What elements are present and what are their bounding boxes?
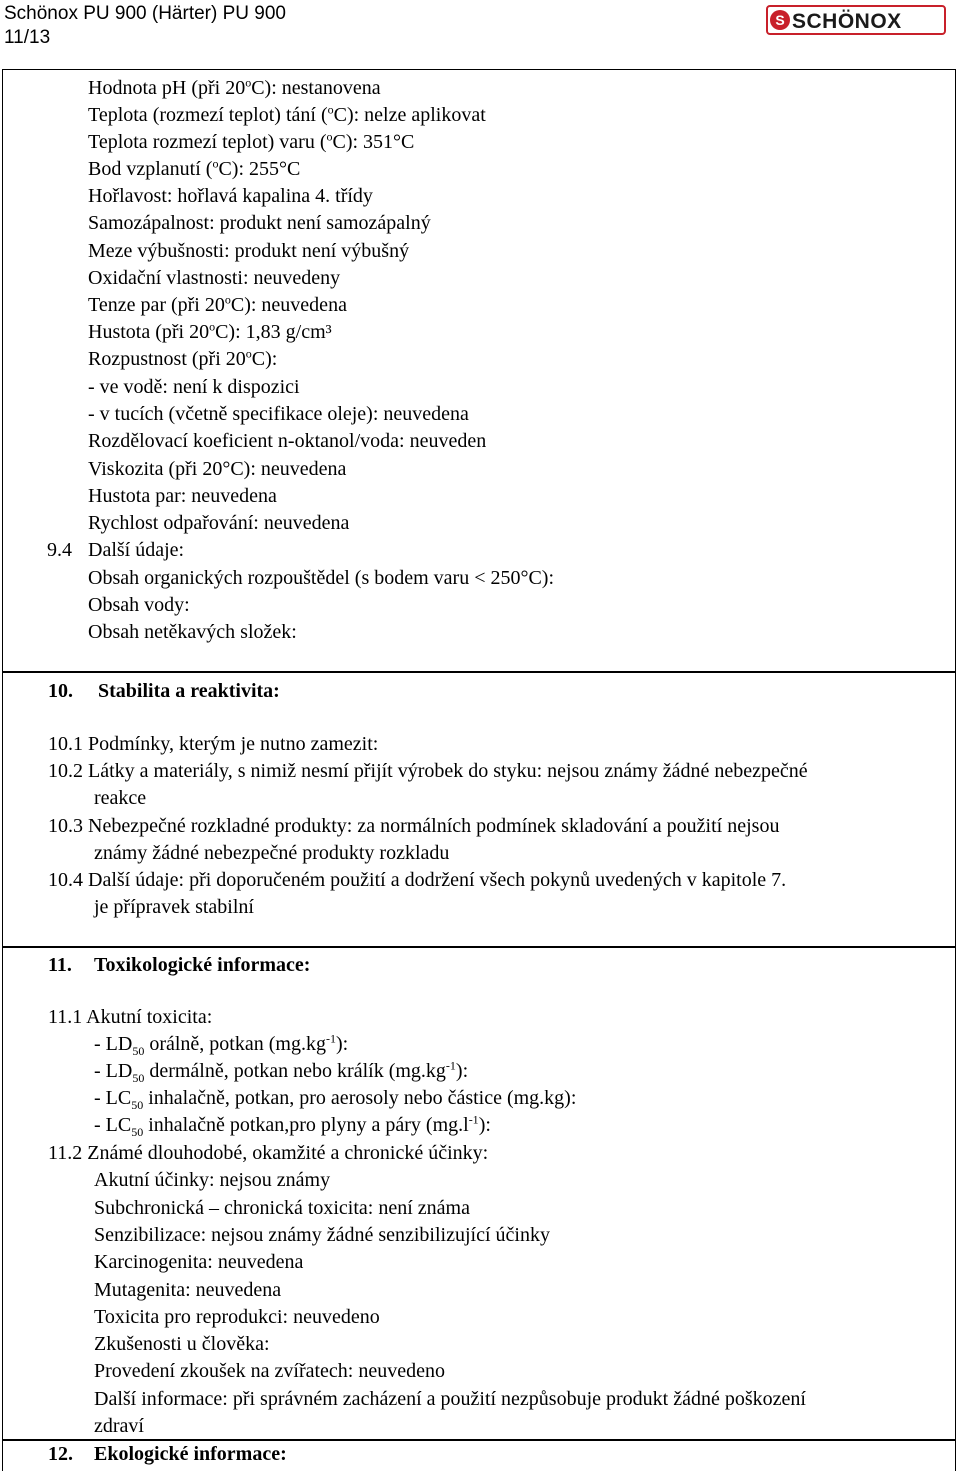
flammability-line: Hořlavost: hořlavá kapalina 4. třídy	[88, 185, 373, 207]
viscosity-line: Viskozita (při 20°C): neuvedena	[88, 458, 347, 480]
document-title: Schönox PU 900 (Härter) PU 900	[4, 3, 286, 24]
self-ignition-line: Samozápalnost: produkt není samozápalný	[88, 212, 431, 234]
subchronic-line: Subchronická – chronická toxicita: není známa	[94, 1197, 470, 1219]
s10-2-cont: reakce	[94, 787, 147, 809]
lc50-gas-line: - $LC_{50}$ inhalačně potkan,pro plyny a páry $(mg.l^{-1})$:	[94, 1112, 491, 1139]
section-12-box	[2, 1439, 956, 1471]
water-solubility-line: - ve vodě: není k dispozici	[88, 376, 300, 398]
section-10-box	[2, 671, 956, 948]
s11-2-line: 11.2 Známé dlouhodobé, okamžité a chronické účinky:	[48, 1142, 489, 1164]
section-12-heading: Ekologické informace:	[94, 1443, 287, 1465]
solubility-line: Rozpustnost (při 20$^o$C):	[88, 346, 278, 370]
section-11-number: 11.	[48, 954, 72, 976]
oxidizing-line: Oxidační vlastnosti: neuvedeny	[88, 267, 341, 289]
melting-line: Teplota (rozmezí teplot) tání ($^o$C): nelze aplikovat	[88, 102, 486, 126]
other-info-cont: zdraví	[94, 1415, 144, 1437]
s10-4-cont: je přípravek stabilní	[94, 896, 254, 918]
section-10-heading: Stabilita a reaktivita:	[98, 680, 280, 702]
carcinogenicity-line: Karcinogenita: neuvedena	[94, 1251, 304, 1273]
section-9-4-title: Další údaje:	[88, 539, 185, 561]
organic-solvents-line: Obsah organických rozpouštědel (s bodem varu < 250°C):	[88, 567, 555, 589]
flash-point-line: Bod vzplanutí ($^o$C): 255°C	[88, 156, 301, 180]
ld50-dermal-line: - $LD_{50}$ dermálně, potkan nebo králík $(mg.kg^{-1})$:	[94, 1058, 469, 1085]
evaporation-line: Rychlost odpařování: neuvedena	[88, 512, 350, 534]
s10-3-line: 10.3 Nebezpečné rozkladné produkty: za normálních podmínek skladování a použití nejsou	[48, 815, 780, 837]
ph-line: Hodnota pH (při 20$^o$C): nestanovena	[88, 75, 381, 99]
section-9-4-number: 9.4	[47, 539, 72, 561]
s10-3-cont: známy žádné nebezpečné produkty rozkladu	[94, 842, 450, 864]
section-11-box	[2, 946, 956, 1441]
fat-solubility-line: - v tucích (včetně specifikace oleje): neuvedena	[88, 403, 469, 425]
s10-4-line: 10.4 Další údaje: při doporučeném použití a dodržení všech pokynů uvedených v kapitole 7.	[48, 869, 787, 891]
section-9-box	[2, 69, 956, 673]
section-11-heading: Toxikologické informace:	[94, 954, 311, 976]
partition-line: Rozdělovací koeficient n-oktanol/voda: neuveden	[88, 430, 487, 452]
acute-effects-line: Akutní účinky: nejsou známy	[94, 1169, 331, 1191]
lc50-aerosol-line: - $LC_{50}$ inhalačně, potkan, pro aerosoly nebo částice (mg.kg):	[94, 1087, 577, 1112]
section-12-number: 12.	[48, 1443, 73, 1465]
page-number: 11/13	[4, 27, 51, 48]
water-content-line: Obsah vody:	[88, 594, 190, 616]
svg-text:S: S	[775, 12, 785, 28]
density-line: Hustota (při 20$^o$C): 1,83 g/cm³	[88, 319, 332, 343]
vapor-pressure-line: Tenze par (při 20$^o$C): neuvedena	[88, 292, 347, 316]
vapor-density-line: Hustota par: neuvedena	[88, 485, 277, 507]
boiling-line: Teplota rozmezí teplot) varu ($^o$C): 351°C	[88, 129, 415, 153]
human-experience-line: Zkušenosti u člověka:	[94, 1333, 270, 1355]
s11-1-line: 11.1 Akutní toxicita:	[48, 1006, 213, 1028]
schonox-logo	[766, 4, 948, 36]
other-info-line: Další informace: při správném zacházení a použití nezpůsobuje produkt žádné poškození	[94, 1388, 806, 1410]
mutagenicity-line: Mutagenita: neuvedena	[94, 1279, 282, 1301]
non-volatile-line: Obsah netěkavých složek:	[88, 621, 297, 643]
sensitization-line: Senzibilizace: nejsou známy žádné senzibilizující účinky	[94, 1224, 550, 1246]
s10-1-line: 10.1 Podmínky, kterým je nutno zamezit:	[48, 733, 379, 755]
logo-text: SCHÖNOX	[792, 10, 902, 33]
ld50-oral-line: - $LD_{50}$ orálně, potkan $(mg.kg^{-1})$:	[94, 1031, 349, 1058]
explosive-line: Meze výbušnosti: produkt není výbušný	[88, 240, 410, 262]
section-10-number: 10.	[48, 680, 73, 702]
reproduction-line: Toxicita pro reprodukci: neuvedeno	[94, 1306, 380, 1328]
s10-2-line: 10.2 Látky a materiály, s nimiž nesmí přijít výrobek do styku: nejsou známy žádné nebezpečné	[48, 760, 808, 782]
animal-tests-line: Provedení zkoušek na zvířatech: neuvedeno	[94, 1360, 445, 1382]
